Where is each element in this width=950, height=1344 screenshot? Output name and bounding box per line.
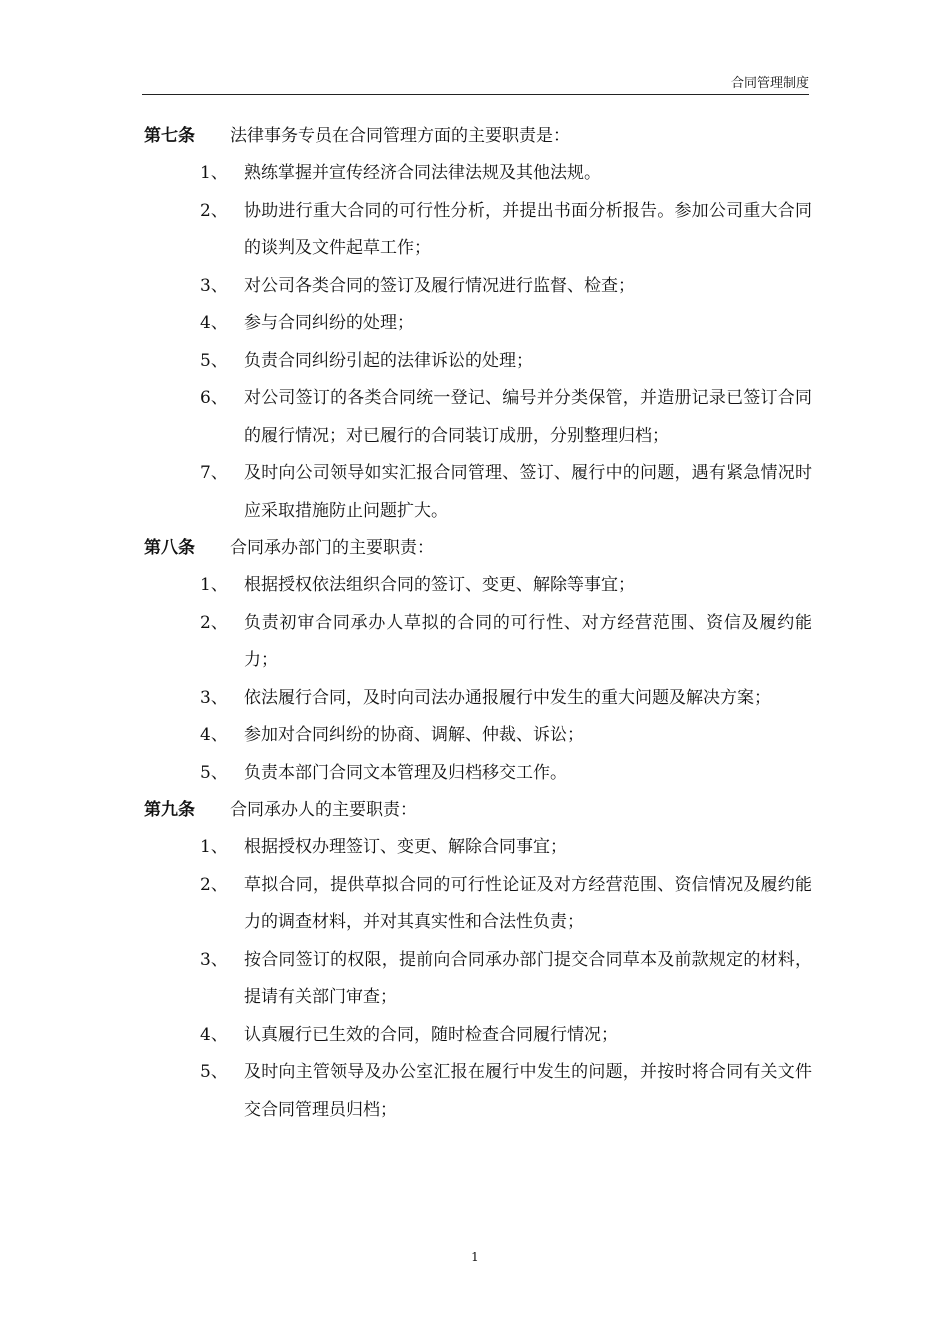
article-heading [144, 118, 812, 155]
list-item [144, 680, 812, 718]
list-item [144, 605, 812, 680]
article-number: 第八条 [144, 538, 195, 558]
item-text: 按合同签订的权限，提前向合同承办部门提交合同草本及前款规定的材料，提请有关部门审查； [244, 949, 812, 1007]
article-heading [144, 792, 812, 829]
item-number: 2、 [200, 612, 228, 633]
article-items [144, 155, 812, 530]
item-number: 5、 [200, 350, 228, 371]
list-item [144, 193, 812, 268]
item-text: 认真履行已生效的合同，随时检查合同履行情况； [244, 1024, 618, 1045]
item-number: 6、 [200, 388, 228, 408]
item-text: 负责初审合同承办人草拟的合同的可行性、对方经营范围、资信及履约能力； [244, 612, 812, 670]
list-item [144, 155, 812, 193]
item-number: 3、 [200, 275, 228, 296]
item-text: 根据授权办理签订、变更、解除合同事宜； [244, 837, 567, 857]
article-title: 法律事务专员在合同管理方面的主要职责是： [230, 126, 570, 146]
list-item [144, 1017, 812, 1055]
item-number: 5、 [200, 1062, 228, 1082]
item-text: 参与合同纠纷的处理； [244, 313, 414, 333]
article-heading [144, 530, 812, 567]
item-text: 协助进行重大合同的可行性分析，并提出书面分析报告。参加公司重大合同的谈判及文件起草工作； [244, 200, 812, 258]
list-item [144, 567, 812, 605]
list-item [144, 305, 812, 343]
article-8 [144, 530, 812, 792]
article-title: 合同承办部门的主要职责： [230, 538, 434, 558]
item-text: 对公司各类合同的签订及履行情况进行监督、检查； [244, 275, 635, 296]
article-items [144, 567, 812, 792]
list-item [144, 343, 812, 381]
article-items [144, 829, 812, 1129]
item-text: 熟练掌握并宣传经济合同法律法规及其他法规。 [244, 163, 601, 183]
item-text: 及时向主管领导及办公室汇报在履行中发生的问题，并按时将合同有关文件交合同管理员归档； [244, 1062, 812, 1120]
item-number: 3、 [200, 949, 228, 970]
list-item [144, 717, 812, 755]
item-number: 4、 [200, 1024, 228, 1045]
list-item [144, 1054, 812, 1129]
item-text: 草拟合同，提供草拟合同的可行性论证及对方经营范围、资信情况及履约能力的调查材料，并对其真实性和合法性负责； [244, 874, 812, 932]
item-number: 4、 [200, 725, 228, 745]
item-text: 负责合同纠纷引起的法律诉讼的处理； [244, 350, 533, 371]
item-text: 根据授权依法组织合同的签订、变更、解除等事宜； [244, 575, 635, 595]
list-item [144, 755, 812, 793]
item-text: 负责本部门合同文本管理及归档移交工作。 [244, 762, 567, 783]
item-text: 参加对合同纠纷的协商、调解、仲裁、诉讼； [244, 725, 584, 745]
list-item [144, 455, 812, 530]
list-item [144, 380, 812, 455]
item-number: 2、 [200, 200, 228, 221]
page-header [142, 72, 809, 95]
item-text: 依法履行合同，及时向司法办通报履行中发生的重大问题及解决方案； [244, 687, 771, 708]
item-number: 1、 [200, 837, 228, 857]
document-body [144, 118, 812, 1129]
item-number: 4、 [200, 313, 228, 333]
article-9 [144, 792, 812, 1129]
item-number: 3、 [200, 687, 228, 708]
item-number: 1、 [200, 163, 228, 183]
item-text: 及时向公司领导如实汇报合同管理、签订、履行中的问题，遇有紧急情况时应采取措施防止问题扩大。 [244, 463, 812, 521]
item-number: 1、 [200, 575, 228, 595]
article-title: 合同承办人的主要职责： [230, 800, 417, 820]
list-item [144, 268, 812, 306]
header-title: 合同管理制度 [730, 76, 809, 91]
item-number: 7、 [200, 463, 228, 483]
item-text: 对公司签订的各类合同统一登记、编号并分类保管，并造册记录已签订合同的履行情况；对已履行的合同装订成册，分别整理归档； [244, 388, 812, 446]
item-number: 2、 [200, 874, 228, 895]
list-item [144, 942, 812, 1017]
article-7 [144, 118, 812, 530]
item-number: 5、 [200, 762, 228, 783]
list-item [144, 867, 812, 942]
article-number: 第九条 [144, 800, 195, 820]
list-item [144, 829, 812, 867]
page-number: 1 [471, 1250, 479, 1264]
article-number: 第七条 [144, 126, 195, 146]
